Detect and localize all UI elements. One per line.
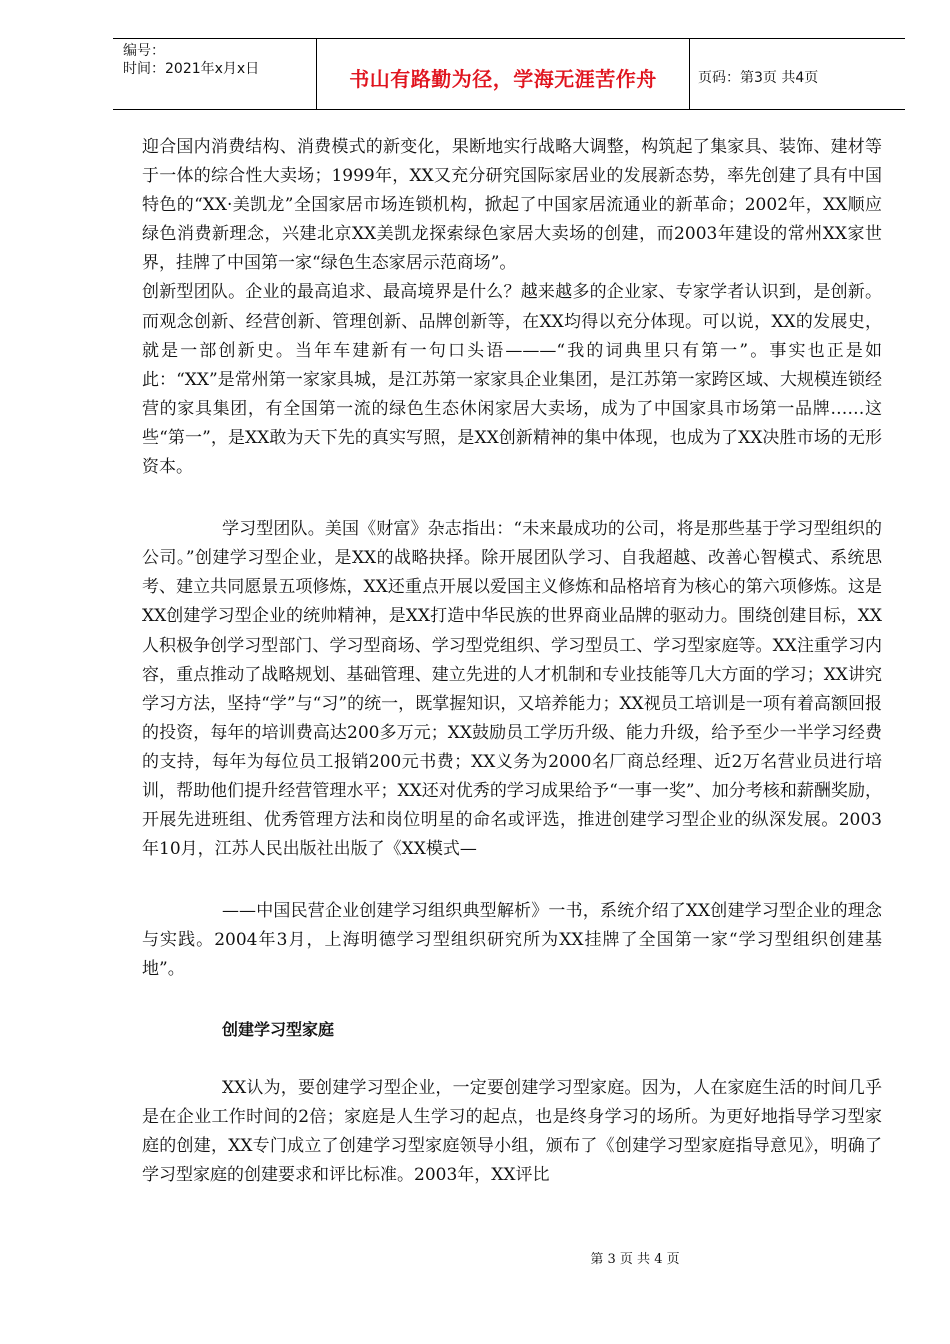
document-time-label: 时间：2021年x月x日 xyxy=(123,61,260,77)
page-header xyxy=(113,38,905,110)
paragraph-retail-strategy: 迎合国内消费结构、消费模式的新变化，果断地实行战略大调整，构筑起了集家具、装饰、建材等于一体的综合性大卖场；1999年，XX又充分研究国际家居业的发展新态势，率先创建了具有中国特色的“XX·美凯龙”全国家居市场连锁机构，掀起了中国家居流通业的新革命；2002年，XX顺应绿色消费新理念，兴建北京XX美凯龙探索绿色家居大卖场的创建，而2003年建设的常州XX家世界，挂牌了中国第一家“绿色生态家居示范商场”。 xyxy=(142,137,882,274)
section-heading: 创建学习型家庭 xyxy=(222,1019,335,1039)
header-info-cell xyxy=(113,39,317,109)
paragraph-innovation-team: 创新型团队。企业的最高追求、最高境界是什么？越来越多的企业家、专家学者认识到，是创新。而观念创新、经营创新、管理创新、品牌创新等，在XX均得以充分体现。可以说，XX的发展史，就是一部创新史。当年车建新有一句口头语———“我的词典里只有第一”。事实也正是如此：“XX”是常州第一家家具城，是江苏第一家家具企业集团，是江苏第一家跨区域、大规模连锁经营的家具集团，有全国第一流的绿色生态休闲家居大卖场，成为了中国家具市场第一品牌……这些“第一”，是XX敢为天下先的真实写照，是XX创新精神的集中体现，也成为了XX决胜市场的无形资本。 xyxy=(142,282,882,478)
paragraph-learning-family: XX认为，要创建学习型企业，一定要创建学习型家庭。因为，人在家庭生活的时间几乎是在企业工作时间的2倍；家庭是人生学习的起点，也是终身学习的场所。为更好地指导学习型家庭的创建，XX专门成立了创建学习型家庭领导小组，颁布了《创建学习型家庭指导意见》，明确了学习型家庭的创建要求和评比标准。2003年，XX评比 xyxy=(142,1077,882,1185)
paragraph-book-publication: ——中国民营企业创建学习组织典型解析》一书，系统介绍了XX创建学习型企业的理念与实践。2004年3月，上海明德学习型组织研究所为XX挂牌了全国第一家“学习型组织创建基地”。 xyxy=(142,901,882,980)
header-page-number: 页码：第3页 共4页 xyxy=(698,70,819,86)
header-motto-cell xyxy=(317,39,690,109)
document-body xyxy=(142,133,882,1190)
header-motto: 书山有路勤为径，学海无涯苦作舟 xyxy=(349,67,657,91)
page-footer: 第 3 页 共 4 页 xyxy=(590,1252,680,1267)
paragraph-learning-team: 学习型团队。美国《财富》杂志指出：“未来最成功的公司，将是那些基于学习型组织的公司。”创建学习型企业，是XX的战略抉择。除开展团队学习、自我超越、改善心智模式、系统思考、建立共同愿景五项修炼，XX还重点开展以爱国主义修炼和品格培育为核心的第六项修炼。这是XX创建学习型企业的统帅精神，是XX打造中华民族的世界商业品牌的驱动力。围绕创建目标，XX人积极争创学习型部门、学习型商场、学习型党组织、学习型员工、学习型家庭等。XX注重学习内容，重点推动了战略规划、基础管理、建立先进的人才机制和专业技能等几大方面的学习；XX讲究学习方法，坚持“学”与“习”的统一，既掌握知识，又培养能力；XX视员工培训是一项有着高额回报的投资，每年的培训费高达200多万元；XX鼓励员工学历升级、能力升级，给予至少一半学习经费的支持，每年为每位员工报销200元书费；XX义务为2000名厂商总经理、近2万名营业员进行培训，帮助他们提升经营管理水平；XX还对优秀的学习成果给予“一事一奖”、加分考核和薪酬奖励，开展先进班组、优秀管理方法和岗位明星的命名或评选，推进创建学习型企业的纵深发展。2003年10月，江苏人民出版社出版了《XX模式— xyxy=(142,519,882,860)
document-number-label: 编号： xyxy=(123,43,165,59)
header-page-cell xyxy=(690,39,905,109)
